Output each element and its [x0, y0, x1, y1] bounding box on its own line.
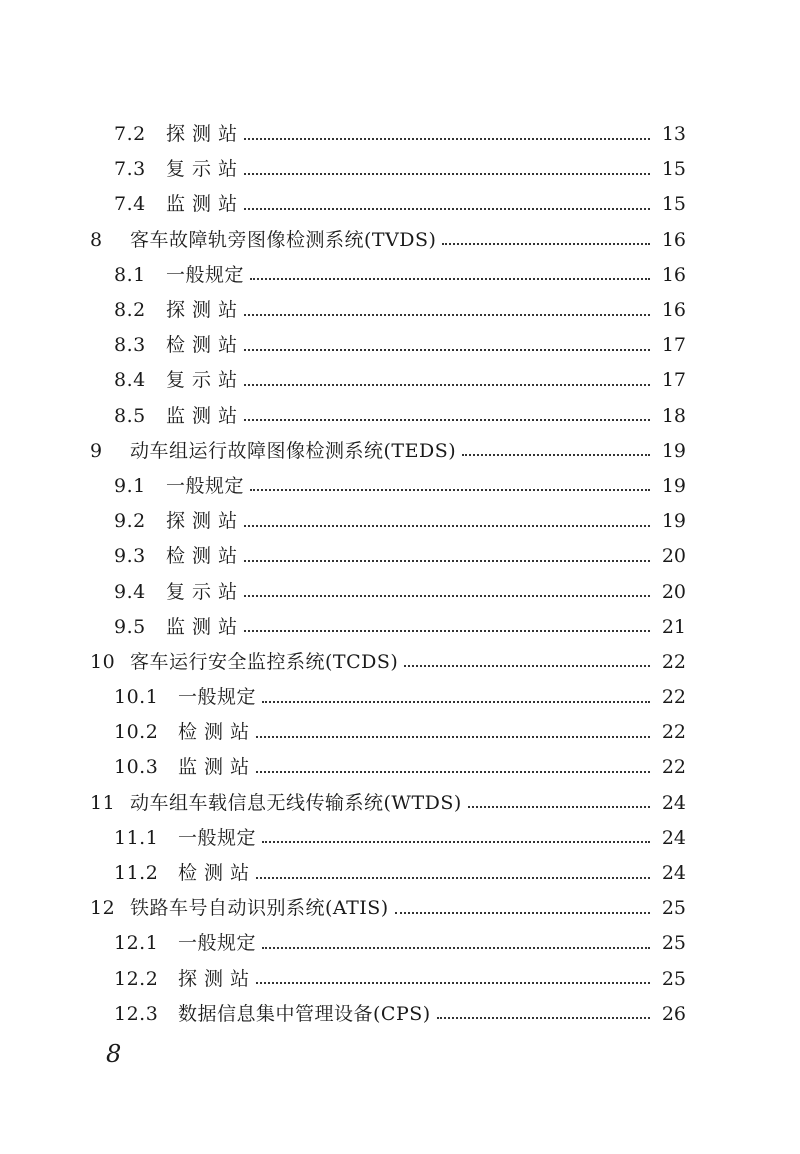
toc-entry[interactable]	[0, 223, 800, 258]
toc-entry-number: 9.4	[114, 580, 146, 603]
toc-entry-number: 12.1	[114, 932, 159, 955]
toc-entry-number: 8.5	[114, 404, 146, 427]
toc-entry-title: 一般规定	[178, 932, 257, 955]
dot-leader	[462, 454, 650, 456]
toc-entry-page: 18	[661, 404, 686, 427]
dot-leader	[244, 560, 650, 562]
toc-entry-page: 24	[661, 862, 686, 885]
toc-entry-page: 16	[661, 228, 686, 251]
toc-entry-title: 客车运行安全监控系统(TCDS)	[130, 650, 399, 673]
toc-entry-title: 探 测 站	[178, 967, 250, 990]
toc-entry-title: 铁路车号自动识别系统(ATIS)	[130, 897, 389, 920]
toc-entry-number: 8.3	[114, 334, 146, 357]
toc-entry-number: 9.3	[114, 545, 146, 568]
dot-leader	[404, 665, 650, 667]
toc-entry-page: 21	[661, 615, 686, 638]
toc-entry[interactable]	[0, 117, 800, 152]
toc-entry-number: 9.1	[114, 474, 146, 497]
toc-entry-page: 22	[661, 686, 686, 709]
dot-leader	[244, 314, 650, 316]
toc-entry[interactable]	[0, 399, 800, 434]
toc-entry-page: 24	[661, 791, 686, 814]
toc-entry[interactable]	[0, 856, 800, 891]
toc-entry-title: 检 测 站	[166, 334, 238, 357]
toc-entry-number: 11.1	[114, 826, 159, 849]
dot-leader	[437, 1017, 650, 1019]
toc-entry[interactable]	[0, 891, 800, 926]
table-of-contents	[0, 117, 800, 1032]
toc-entry-page: 20	[661, 580, 686, 603]
toc-entry[interactable]	[0, 328, 800, 363]
toc-entry[interactable]	[0, 152, 800, 187]
toc-entry-title: 数据信息集中管理设备(CPS)	[178, 1002, 431, 1025]
toc-entry-title: 监 测 站	[166, 193, 238, 216]
toc-entry-title: 一般规定	[178, 686, 257, 709]
toc-entry-page: 25	[661, 932, 686, 955]
dot-leader	[244, 419, 650, 421]
toc-entry-page: 22	[661, 650, 686, 673]
toc-entry[interactable]	[0, 926, 800, 961]
dot-leader	[262, 947, 650, 949]
toc-entry-page: 20	[661, 545, 686, 568]
toc-entry-page: 17	[661, 369, 686, 392]
toc-entry[interactable]	[0, 469, 800, 504]
toc-entry[interactable]	[0, 504, 800, 539]
toc-entry[interactable]	[0, 997, 800, 1032]
dot-leader	[256, 982, 650, 984]
toc-entry-number: 12.2	[114, 967, 159, 990]
toc-entry-page: 15	[661, 158, 686, 181]
dot-leader	[244, 630, 650, 632]
toc-entry[interactable]	[0, 715, 800, 750]
dot-leader	[262, 841, 650, 843]
toc-entry[interactable]	[0, 539, 800, 574]
toc-entry-page: 16	[661, 263, 686, 286]
toc-entry-number: 8.4	[114, 369, 146, 392]
toc-entry-page: 13	[661, 123, 686, 146]
toc-entry-number: 10.2	[114, 721, 159, 744]
toc-entry-title: 探 测 站	[166, 510, 238, 533]
dot-leader	[256, 736, 650, 738]
dot-leader	[395, 912, 650, 914]
toc-entry-number: 11	[90, 791, 116, 814]
toc-entry-number: 9.5	[114, 615, 146, 638]
toc-entry[interactable]	[0, 786, 800, 821]
toc-entry-number: 9.2	[114, 510, 146, 533]
toc-entry-number: 12.3	[114, 1002, 159, 1025]
dot-leader	[256, 771, 650, 773]
toc-entry-title: 动车组车载信息无线传输系统(WTDS)	[130, 791, 462, 814]
toc-entry-title: 探 测 站	[166, 299, 238, 322]
toc-entry-page: 25	[661, 967, 686, 990]
toc-entry[interactable]	[0, 363, 800, 398]
dot-leader	[250, 489, 650, 491]
toc-entry-title: 检 测 站	[166, 545, 238, 568]
toc-entry-title: 动车组运行故障图像检测系统(TEDS)	[130, 439, 457, 462]
toc-entry-number: 7.3	[114, 158, 146, 181]
toc-entry[interactable]	[0, 962, 800, 997]
toc-entry-title: 复 示 站	[166, 158, 238, 181]
toc-entry-page: 24	[661, 826, 686, 849]
toc-entry-title: 探 测 站	[166, 123, 238, 146]
page-number: 8	[106, 1040, 122, 1068]
toc-entry[interactable]	[0, 187, 800, 222]
toc-entry-number: 7.2	[114, 123, 146, 146]
toc-entry-title: 客车故障轨旁图像检测系统(TVDS)	[130, 228, 437, 251]
toc-entry-number: 10.3	[114, 756, 159, 779]
toc-entry-number: 7.4	[114, 193, 146, 216]
toc-entry[interactable]	[0, 574, 800, 609]
dot-leader	[244, 138, 650, 140]
toc-entry-page: 22	[661, 756, 686, 779]
dot-leader	[468, 806, 650, 808]
toc-entry-page: 25	[661, 897, 686, 920]
dot-leader	[442, 243, 650, 245]
dot-leader	[244, 595, 650, 597]
toc-entry[interactable]	[0, 258, 800, 293]
dot-leader	[250, 278, 650, 280]
toc-entry-page: 22	[661, 721, 686, 744]
toc-entry-number: 8.2	[114, 299, 146, 322]
dot-leader	[256, 877, 650, 879]
toc-entry-page: 26	[661, 1002, 686, 1025]
toc-entry-page: 15	[661, 193, 686, 216]
dot-leader	[244, 173, 650, 175]
toc-entry-page: 16	[661, 299, 686, 322]
toc-entry-number: 8.1	[114, 263, 146, 286]
toc-entry-title: 监 测 站	[166, 404, 238, 427]
toc-entry-number: 9	[90, 439, 103, 462]
toc-entry-number: 10	[90, 650, 116, 673]
toc-entry-page: 19	[661, 510, 686, 533]
toc-entry-title: 检 测 站	[178, 862, 250, 885]
toc-entry[interactable]	[0, 750, 800, 785]
dot-leader	[244, 384, 650, 386]
toc-entry-title: 复 示 站	[166, 369, 238, 392]
toc-entry-page: 19	[661, 474, 686, 497]
toc-entry[interactable]	[0, 680, 800, 715]
toc-entry-number: 11.2	[114, 862, 159, 885]
toc-entry-title: 检 测 站	[178, 721, 250, 744]
toc-entry-number: 10.1	[114, 686, 159, 709]
toc-entry[interactable]	[0, 434, 800, 469]
toc-entry[interactable]	[0, 645, 800, 680]
toc-entry-title: 一般规定	[178, 826, 257, 849]
toc-entry-title: 一般规定	[166, 263, 245, 286]
toc-entry[interactable]	[0, 610, 800, 645]
toc-entry-title: 复 示 站	[166, 580, 238, 603]
toc-entry[interactable]	[0, 293, 800, 328]
dot-leader	[244, 349, 650, 351]
toc-entry-number: 8	[90, 228, 103, 251]
toc-entry[interactable]	[0, 821, 800, 856]
toc-entry-title: 监 测 站	[166, 615, 238, 638]
dot-leader	[244, 525, 650, 527]
toc-entry-page: 17	[661, 334, 686, 357]
dot-leader	[262, 701, 650, 703]
toc-entry-title: 一般规定	[166, 474, 245, 497]
dot-leader	[244, 208, 650, 210]
toc-entry-title: 监 测 站	[178, 756, 250, 779]
toc-entry-number: 12	[90, 897, 116, 920]
toc-entry-page: 19	[661, 439, 686, 462]
